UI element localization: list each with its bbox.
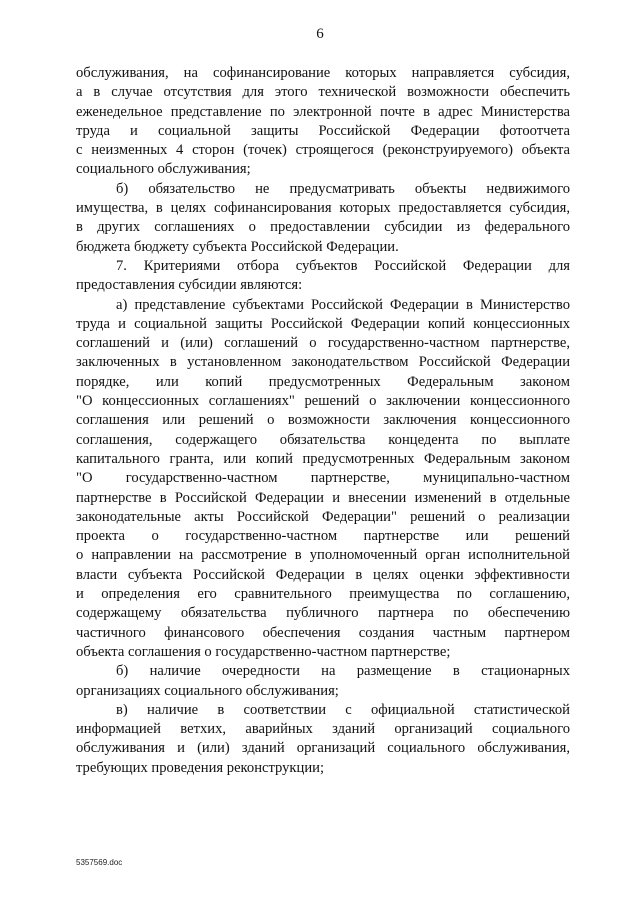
text-line: и определения его сравнительного преимущества по соглашению, bbox=[76, 586, 570, 603]
text-line: о направлении на рассмотрение в уполномоченный орган исполнительной bbox=[76, 547, 570, 564]
text-line: "О государственно-частном партнерстве, муниципально-частном bbox=[76, 470, 570, 487]
text-line: а в случае отсутствия для этого технической возможности обеспечить bbox=[76, 84, 570, 101]
text-line: б) наличие очередности на размещение в стационарных bbox=[116, 663, 570, 680]
document-body bbox=[76, 64, 570, 778]
text-line: объекта соглашения о государственно-частном партнерстве; bbox=[76, 643, 451, 660]
text-line: информацией ветхих, аварийных зданий организаций социального bbox=[76, 721, 570, 738]
text-line: 7. Критериями отбора субъектов Российской Федерации для bbox=[116, 257, 570, 274]
text-line: труда и социальной защиты Российской Федерации копий концессионных bbox=[76, 315, 570, 332]
text-line: содержащему обязательства публичного партнера по обеспечению bbox=[76, 605, 570, 622]
paragraph bbox=[76, 701, 570, 778]
text-line: еженедельное представление по электронной почте в адрес Министерства bbox=[76, 103, 570, 120]
text-line: труда и социальной защиты Российской Федерации фотоотчета bbox=[76, 122, 570, 139]
text-line: законодательные акты Российской Федерации" решений о реализации bbox=[76, 508, 570, 525]
text-line: проекта о государственно-частном партнерстве или решений bbox=[76, 528, 570, 545]
paragraph bbox=[76, 64, 570, 180]
text-line: капитального гранта, или копий предусмотренных Федеральным законом bbox=[76, 450, 570, 467]
text-line: б) обязательство не предусматривать объекты недвижимого bbox=[116, 180, 570, 197]
text-line: соглашений и (или) соглашений о государственно-частном партнерстве, bbox=[76, 335, 570, 352]
text-line: организациях социального обслуживания; bbox=[76, 682, 339, 699]
text-line: в других соглашениях о предоставлении субсидии из федерального bbox=[76, 219, 570, 236]
text-line: заключенных в установленном законодательством Российской Федерации bbox=[76, 354, 570, 371]
text-line: бюджета бюджету субъекта Российской Федерации. bbox=[76, 238, 399, 255]
text-line: "О концессионных соглашениях" решений о заключении концессионного bbox=[76, 393, 570, 410]
text-line: а) представление субъектами Российской Федерации в Министерство bbox=[116, 296, 570, 313]
text-line: порядке, или копий предусмотренных Федеральным законом bbox=[76, 373, 570, 390]
paragraph bbox=[76, 180, 570, 257]
text-line: в) наличие в соответствии с официальной статистической bbox=[116, 701, 570, 718]
paragraph bbox=[76, 662, 570, 701]
text-line: социального обслуживания; bbox=[76, 161, 251, 178]
text-line: обслуживания и (или) зданий организаций социального обслуживания, bbox=[76, 740, 570, 757]
text-line: власти субъекта Российской Федерации в целях оценки эффективности bbox=[76, 566, 570, 583]
paragraph bbox=[76, 296, 570, 663]
text-line: предоставления субсидии являются: bbox=[76, 277, 303, 294]
text-line: имущества, в целях софинансирования которых предоставляется субсидия, bbox=[76, 200, 570, 217]
page-number: 6 bbox=[316, 26, 324, 42]
text-line: соглашения или решений о возможности заключения концессионного bbox=[76, 412, 570, 429]
footer-doc-id: 5357569.doc bbox=[76, 858, 123, 867]
text-line: соглашения, содержащего обязательства концедента по выплате bbox=[76, 431, 570, 448]
text-line: требующих проведения реконструкции; bbox=[76, 759, 325, 776]
text-line: с неизменных 4 сторон (точек) строящегося (реконструируемого) объекта bbox=[76, 142, 570, 159]
paragraph bbox=[76, 257, 570, 296]
text-line: обслуживания, на софинансирование которых направляется субсидия, bbox=[76, 65, 570, 81]
text-line: частичного финансового обеспечения создания частным партнером bbox=[76, 624, 570, 641]
text-line: партнерстве в Российской Федерации и внесении изменений в отдельные bbox=[76, 489, 570, 506]
